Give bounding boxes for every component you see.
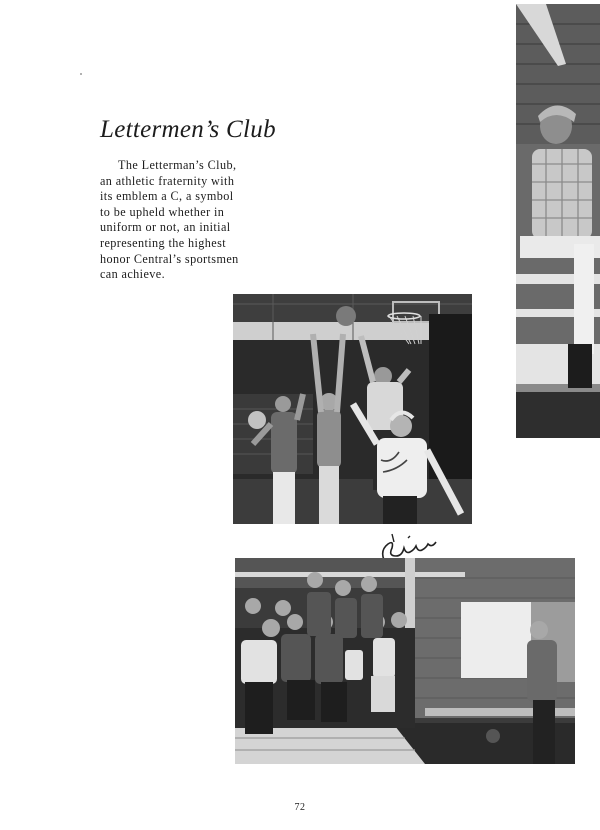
photo-basketball-scramble-image [233,294,472,524]
page-title: Lettermen’s Club [100,116,276,143]
description-line: The Letterman’s Club, [118,158,237,172]
photo-student-on-bleachers-image [516,4,600,438]
description-line: to be upheld whether in [100,204,225,219]
club-description [100,158,290,283]
description-line: honor Central’s sportsmen [100,251,239,266]
photo-basketball-scramble [233,294,472,524]
description-line: its emblem a C, a symbol [100,189,234,204]
photo-club-meeting-image [235,558,575,764]
photo-student-on-bleachers [516,4,600,438]
page-number: 72 [294,802,306,813]
photo-club-meeting [235,558,575,764]
description-line: uniform or not, an initial [100,220,231,235]
description-line: an athletic fraternity with [100,173,235,188]
description-line: can achieve. [100,267,166,282]
description-line: representing the highest [100,235,227,250]
print-speck [80,73,82,75]
